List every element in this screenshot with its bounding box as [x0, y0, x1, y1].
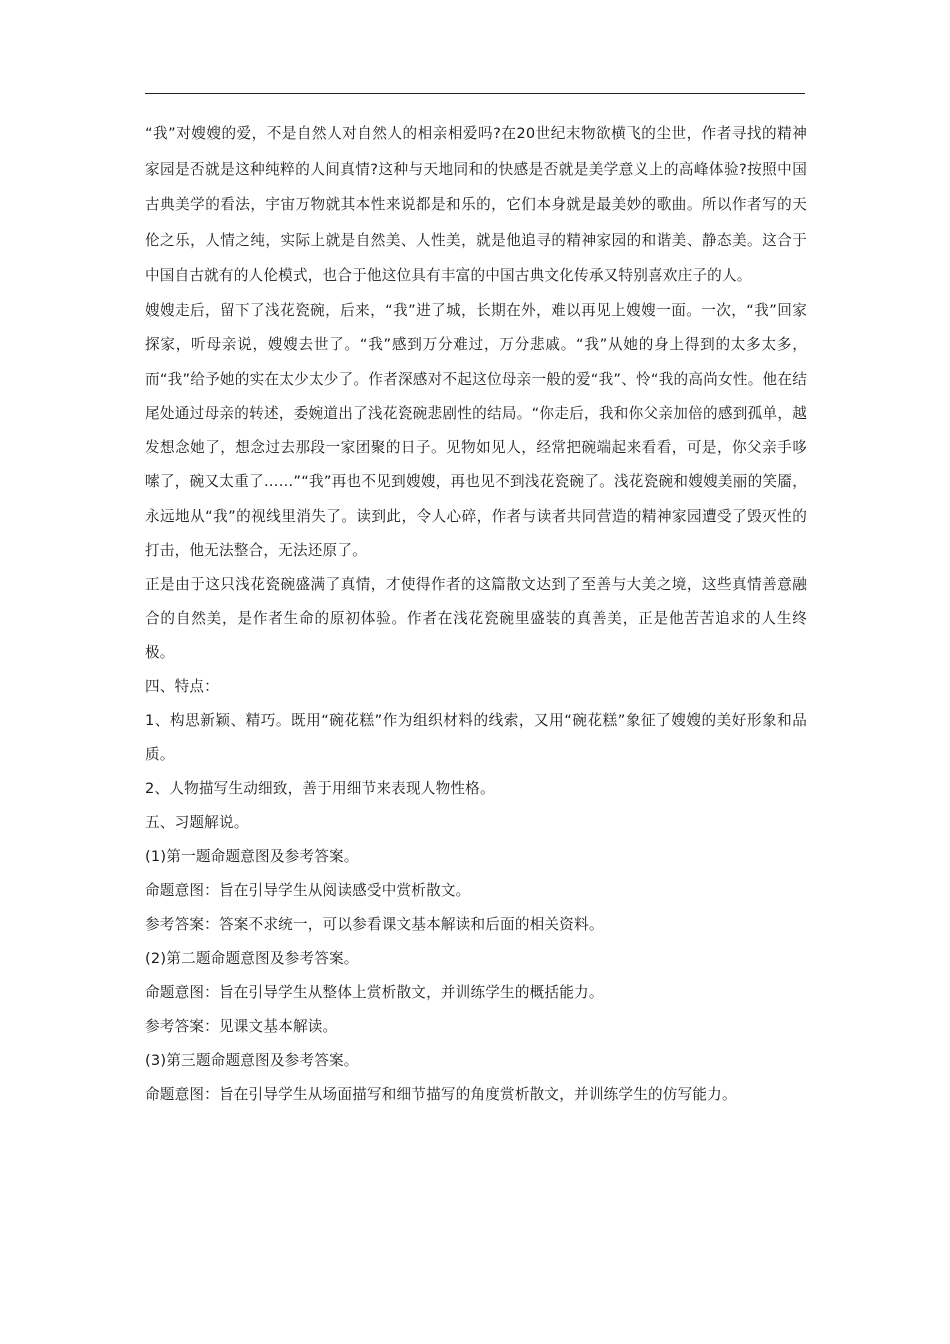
paragraph-2: 嫂嫂走后，留下了浅花瓷碗，后来，“我”进了城，长期在外，难以再见上嫂嫂一面。一次，“我”回家探家，听母亲说，嫂嫂去世了。“我”感到万分难过，万分悲戚。“我”从她的身上得到的太多太多，而“我”给予她的实在太少太少了。作者深感对不起这位母亲一般的爱“我”、怜“我的高尚女性。他在结尾处通过母亲的转述，委婉道出了浅花瓷碗悲剧性的结局。“你走后，我和你父亲加倍的感到孤单，越发想念她了，想念过去那段一家团聚的日子。见物如见人，经常把碗端起来看看，可是，你父亲手哆嗦了，碗又太重了……”“我”再也不见到嫂嫂，再也见不到浅花瓷碗了。浅花瓷碗和嫂嫂美丽的笑靥，永远地从“我”的视线里消失了。读到此，令人心碎，作者与读者共同营造的精神家园遭受了毁灭性的打击，他无法整合，无法还原了。 — [145, 301, 807, 560]
exercise-2-title: (2)第二题命题意图及参考答案。 — [145, 950, 359, 968]
section-heading-exercises: 五、习题解说。 — [145, 814, 249, 832]
exercise-1-intent: 命题意图：旨在引导学生从阅读感受中赏析散文。 — [145, 882, 471, 900]
exercise-2-answer: 参考答案：见课文基本解读。 — [145, 1018, 338, 1036]
feature-item-1: 1、构思新颖、精巧。既用“碗花糕”作为组织材料的线索，又用“碗花糕”象征了嫂嫂的美好形象和品质。 — [145, 712, 807, 764]
paragraph-3: 正是由于这只浅花瓷碗盛满了真情，才使得作者的这篇散文达到了至善与大美之境，这些真情善意融合的自然美，是作者生命的原初体验。作者在浅花瓷碗里盛装的真善美，正是他苦苦追求的人生终极。 — [145, 576, 807, 662]
document-body — [145, 116, 807, 1112]
paragraph-1: “我”对嫂嫂的爱，不是自然人对自然人的相亲相爱吗?在20世纪末物欲横飞的尘世，作者寻找的精神家园是否就是这种纯粹的人间真情?这种与天地同和的快感是否就是美学意义上的高峰体验?按照中国古典美学的看法，宇宙万物就其本性来说都是和乐的，它们本身就是最美妙的歌曲。所以作者写的天伦之乐，人情之纯，实际上就是自然美、人性美，就是他追寻的精神家园的和谐美、静态美。这合于中国自古就有的人伦模式，也合于他这位具有丰富的中国古典文化传承又特别喜欢庄子的人。 — [145, 125, 807, 285]
header-rule — [145, 93, 805, 94]
exercise-1-title: (1)第一题命题意图及参考答案。 — [145, 848, 359, 866]
exercise-2-intent: 命题意图：旨在引导学生从整体上赏析散文，并训练学生的概括能力。 — [145, 984, 604, 1002]
exercise-1-answer: 参考答案：答案不求统一，可以参看课文基本解读和后面的相关资料。 — [145, 916, 604, 934]
exercise-3-intent: 命题意图：旨在引导学生从场面描写和细节描写的角度赏析散文，并训练学生的仿写能力。 — [145, 1086, 737, 1104]
feature-item-2: 2、人物描写生动细致，善于用细节来表现人物性格。 — [145, 780, 495, 798]
section-heading-features: 四、特点： — [145, 678, 219, 696]
exercise-3-title: (3)第三题命题意图及参考答案。 — [145, 1052, 359, 1070]
